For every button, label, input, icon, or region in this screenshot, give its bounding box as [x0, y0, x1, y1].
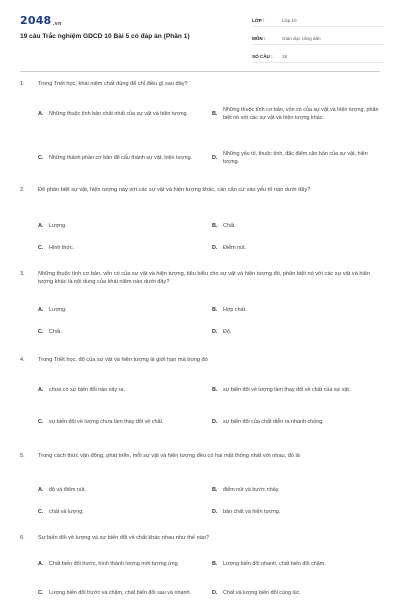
option-letter: C. — [38, 329, 44, 335]
question-number: 4. — [20, 357, 25, 363]
option-letter: D. — [212, 329, 218, 335]
meta-value: 19 — [282, 54, 288, 59]
logo-number: 2048 — [20, 14, 52, 27]
option-b[interactable] — [212, 222, 380, 230]
option-d[interactable] — [212, 328, 380, 336]
option-text: độ và điểm nút. — [49, 487, 86, 493]
option-letter: B. — [212, 387, 218, 393]
question-text — [20, 186, 380, 194]
meta-row-count — [252, 51, 384, 63]
option-letter: D. — [212, 590, 218, 596]
option-c[interactable] — [38, 414, 210, 430]
option-text: bản chất và hiện tượng. — [223, 509, 281, 515]
option-letter: A. — [38, 561, 44, 567]
option-text: Hình thức. — [49, 245, 75, 251]
option-text: Lượng biến đổi trước và chậm, chất biến đổi sau và nhanh. — [49, 590, 191, 596]
option-b[interactable] — [212, 306, 380, 314]
option-text: chất và lượng. — [49, 509, 84, 515]
question-number: 3. — [20, 271, 25, 277]
option-text: Lượng biến đổi nhanh, chất biến đổi chậm. — [223, 561, 326, 567]
meta-info-panel — [252, 15, 384, 69]
option-b[interactable] — [212, 102, 380, 126]
question-stem: Những thuộc tính cơ bản, vốn có của sự vật và hiện tượng, tiêu biểu cho sự vật và hiện tượng đó, phân biệt nó với các sự vật và hiện tượng khác là nội dung của khái niệm nào dưới đây? — [38, 271, 370, 285]
question-stem: Trong Triết học, độ của sự vật và hiện tượng là giới hạn mà trong đó — [38, 357, 208, 363]
option-letter: C. — [38, 155, 44, 161]
option-text: Chất biến đổi trước, hình thành lượng mới tương ứng. — [49, 561, 180, 567]
option-text: điểm nút và bước nhảy. — [223, 487, 280, 493]
question-number: 6. — [20, 535, 25, 541]
option-letter: B. — [212, 561, 218, 567]
option-letter: B. — [212, 111, 218, 117]
option-c[interactable] — [38, 150, 210, 166]
option-text: chưa có sự biến đổi nào xảy ra. — [49, 387, 125, 393]
option-d[interactable] — [212, 244, 380, 252]
option-b[interactable] — [212, 556, 380, 572]
option-c[interactable] — [38, 508, 210, 516]
question-number: 2. — [20, 187, 25, 193]
meta-row-class — [252, 15, 384, 27]
option-letter: C. — [38, 245, 44, 251]
header-divider — [20, 71, 380, 72]
meta-value: Giáo dục công dân — [282, 36, 321, 41]
question-stem: Trong cách thức vận động, phát triển, mỗi sự vật và hiện tượng đều có hai mặt thống nhất với nhau, đó là — [38, 453, 300, 459]
option-a[interactable] — [38, 486, 210, 494]
meta-key: SỐ CÂU : — [252, 54, 273, 59]
option-letter: D. — [212, 245, 218, 251]
option-c[interactable] — [38, 244, 210, 252]
option-letter: B. — [212, 487, 218, 493]
option-b[interactable] — [212, 486, 380, 494]
option-letter: B. — [212, 223, 218, 229]
document-title: 19 câu Trắc nghiệm GDCD 10 Bài 5 có đáp án (Phần 1) — [20, 33, 190, 40]
option-text: Những thành phần cơ bản để cấu thành sự vật, hiện tượng. — [49, 155, 193, 161]
option-letter: A. — [38, 223, 44, 229]
question-stem: Trong Triết học, khái niệm chất dùng để chỉ điều gì sau đây? — [38, 81, 188, 87]
option-d[interactable] — [212, 414, 380, 430]
option-letter: C. — [38, 590, 44, 596]
option-text: Chất. — [223, 223, 236, 229]
question-text — [20, 534, 380, 542]
option-letter: D. — [212, 155, 218, 161]
question-2 — [20, 186, 380, 194]
option-text: sự biến đổi về lượng chưa làm thay đổi về chất. — [49, 419, 164, 425]
option-text: Chất. — [49, 329, 62, 335]
option-text: Độ. — [223, 329, 232, 335]
question-text — [20, 80, 380, 88]
option-letter: C. — [38, 509, 44, 515]
option-letter: A. — [38, 387, 44, 393]
question-stem: Sự biến đổi về lượng và sự biến đổi về chất khác nhau như thế nào? — [38, 535, 210, 541]
question-stem: Để phân biệt sự vật, hiện tượng này với các sự vật và hiện tượng khác, cần căn cứ vào yếu tố nào dưới đây? — [38, 187, 311, 193]
site-logo[interactable] — [20, 14, 62, 27]
question-4 — [20, 356, 380, 364]
option-text: Lượng. — [49, 223, 67, 229]
question-number: 1. — [20, 81, 25, 87]
option-text: sự biến đổi của chất diễn ra nhanh chóng. — [223, 419, 324, 425]
question-3 — [20, 270, 380, 286]
option-a[interactable] — [38, 306, 210, 314]
option-letter: D. — [212, 419, 218, 425]
option-d[interactable] — [212, 150, 380, 166]
question-text — [20, 356, 380, 364]
option-text: sự biến đổi về lượng làm thay đổi về chất của sự vật. — [223, 387, 351, 393]
question-number: 5. — [20, 453, 25, 459]
meta-value: Lớp 10 — [282, 18, 297, 23]
option-c[interactable] — [38, 328, 210, 336]
question-6 — [20, 534, 380, 542]
meta-row-subject — [252, 33, 384, 45]
option-c[interactable] — [38, 585, 210, 600]
option-a[interactable] — [38, 556, 210, 572]
option-b[interactable] — [212, 382, 380, 398]
meta-key: LỚP : — [252, 18, 265, 23]
option-letter: C. — [38, 419, 44, 425]
option-a[interactable] — [38, 382, 210, 398]
page-header — [0, 0, 400, 70]
meta-key: MÔN : — [252, 36, 266, 41]
option-letter: A. — [38, 307, 44, 313]
option-text: Chất và lượng biến đổi cùng lúc. — [223, 590, 301, 596]
option-letter: B. — [212, 307, 218, 313]
option-letter: D. — [212, 509, 218, 515]
question-text — [20, 452, 380, 460]
question-1 — [20, 80, 380, 88]
option-letter: A. — [38, 111, 44, 117]
question-text — [20, 270, 380, 286]
option-letter: A. — [38, 487, 44, 493]
option-a[interactable] — [38, 106, 210, 122]
logo-domain: .vn — [52, 21, 62, 27]
option-text: Những yếu tố, thuộc tính, đặc điểm căn bản của sự vật, hiện tượng. — [223, 151, 368, 165]
option-d[interactable] — [212, 585, 380, 600]
option-text: Điểm nút. — [223, 245, 247, 251]
option-a[interactable] — [38, 222, 210, 230]
option-text: Những thuộc tính cơ bản, vốn có của sự vật và hiện tượng, phân biệt nó với các sự vật và hiện tượng khác. — [223, 107, 379, 121]
option-text: Hợp chất. — [223, 307, 247, 313]
option-text: Lượng. — [49, 307, 67, 313]
question-5 — [20, 452, 380, 460]
option-text: Những thuộc tính bản chất nhất của sự vật và hiện tượng. — [49, 111, 189, 117]
option-d[interactable] — [212, 508, 380, 516]
